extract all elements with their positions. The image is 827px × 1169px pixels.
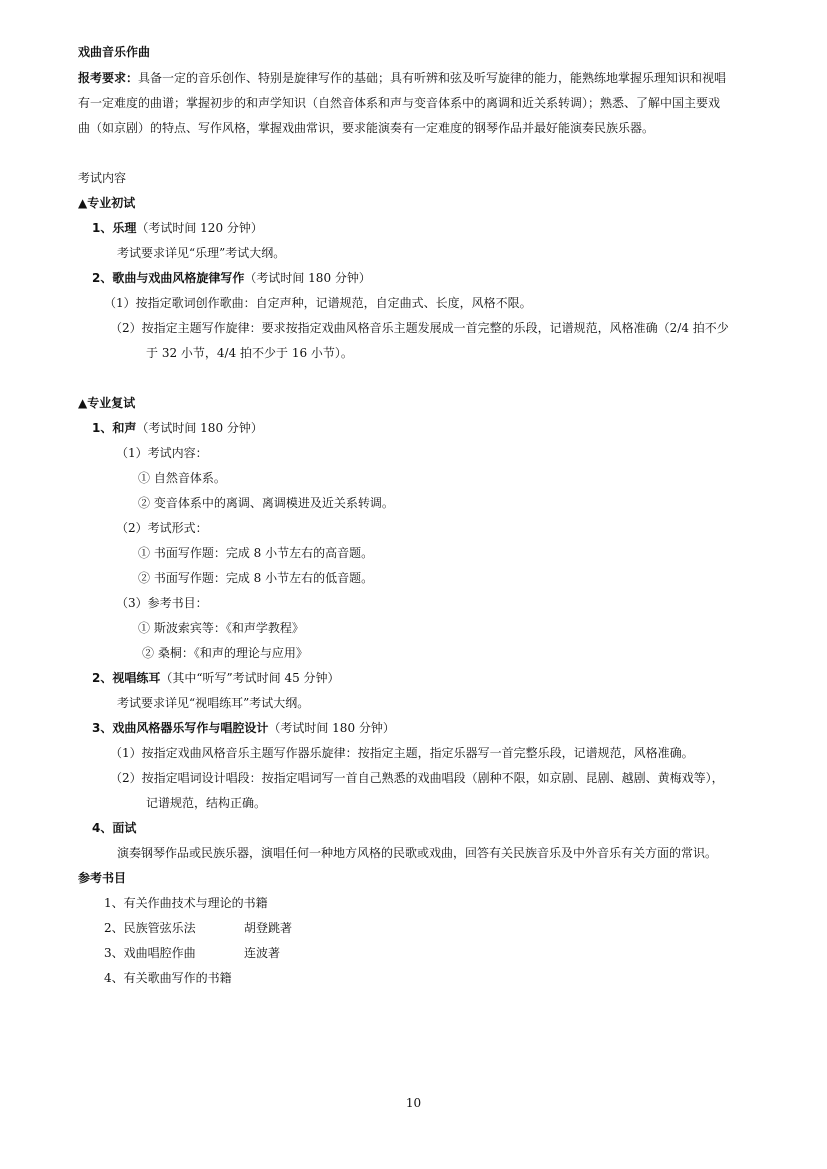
retest-item-2 <box>92 670 340 686</box>
retest-sub-2-a: ① 书面写作题：完成 8 小节左右的高音题。 <box>138 546 374 560</box>
preliminary-item-1 <box>92 220 263 236</box>
retest-sub-2-b: ② 书面写作题：完成 8 小节左右的低音题。 <box>138 571 374 585</box>
retest-item-1-time: （考试时间 180 分钟） <box>136 421 263 435</box>
retest-item-3 <box>92 720 395 736</box>
retest-sub-1-b: ② 变音体系中的离调、离调模进及近关系转调。 <box>138 496 394 510</box>
reference-item <box>104 895 268 911</box>
requirements-line-2: 有一定难度的曲谱；掌握初步的和声学知识（自然音体系和声与变音体系中的离调和近关系转调）；熟悉、了解中国主要戏 <box>78 96 721 110</box>
retest-sub-1-a: ① 自然音体系。 <box>138 471 226 485</box>
retest-sub-2: （2）考试形式： <box>116 521 208 535</box>
reference-author: 胡登跳著 <box>244 921 293 935</box>
reference-item <box>104 920 196 936</box>
preliminary-item-2-sub-1: （1）按指定歌词创作歌曲：自定声种，记谱规范，自定曲式、长度，风格不限。 <box>104 296 532 310</box>
retest-item-3-sub-1: （1）按指定戏曲风格音乐主题写作器乐旋律：按指定主题，指定乐器写一首完整乐段，记谱规范，风格准确。 <box>110 746 694 760</box>
retest-item-3-title: 3、戏曲风格器乐写作与唱腔设计 <box>92 721 269 735</box>
retest-item-2-title: 2、视唱练耳 <box>92 671 161 685</box>
reference-title: 1、有关作曲技术与理论的书籍 <box>104 896 268 910</box>
retest-item-4-title: 4、面试 <box>92 821 137 835</box>
retest-sub-1: （1）考试内容： <box>116 446 208 460</box>
requirements-text-1: 具备一定的音乐创作、特别是旋律写作的基础；具有听辨和弦及听写旋律的能力，能熟练地掌握乐理知识和视唱 <box>138 71 727 85</box>
retest-item-1 <box>92 420 263 436</box>
reference-title: 4、有关歌曲写作的书籍 <box>104 971 232 985</box>
requirements-line-3: 曲（如京剧）的特点、写作风格，掌握戏曲常识，要求能演奏有一定难度的钢琴作品并最好能演奏民族乐器。 <box>78 121 655 135</box>
page-number: 10 <box>405 1096 422 1110</box>
retest-item-2-desc: 考试要求详见“视唱练耳”考试大纲。 <box>117 696 310 710</box>
preliminary-item-2-sub-2-line-1: （2）按指定主题写作旋律：要求按指定戏曲风格音乐主题发展成一首完整的乐段，记谱规范，风格准确（2/4 拍不少 <box>110 321 729 335</box>
retest-item-2-time: （其中“听写”考试时间 45 分钟） <box>160 671 340 685</box>
page-title: 戏曲音乐作曲 <box>78 45 151 59</box>
retest-item-3-time: （考试时间 180 分钟） <box>268 721 395 735</box>
retest-heading: ▲专业复试 <box>78 396 136 410</box>
retest-sub-3-a: ① 斯波索宾等：《和声学教程》 <box>138 621 304 635</box>
reference-item <box>104 970 232 986</box>
preliminary-heading: ▲专业初试 <box>78 196 136 210</box>
reference-title: 2、民族管弦乐法 <box>104 921 196 935</box>
requirements-line-1 <box>78 70 726 86</box>
preliminary-item-2-title: 2、歌曲与戏曲风格旋律写作 <box>92 271 245 285</box>
preliminary-item-2-time: （考试时间 180 分钟） <box>244 271 371 285</box>
retest-sub-3-b: ② 桑桐：《和声的理论与应用》 <box>142 646 308 660</box>
preliminary-item-2 <box>92 270 371 286</box>
preliminary-item-2-sub-2-line-2: 于 32 小节，4/4 拍不少于 16 小节）。 <box>146 346 353 360</box>
references-heading: 参考书目 <box>78 871 127 885</box>
retest-sub-3: （3）参考书目： <box>116 596 208 610</box>
retest-item-3-sub-2-line-1: （2）按指定唱词设计唱段：按指定唱词写一首自己熟悉的戏曲唱段（剧种不限，如京剧、昆剧、越剧、黄梅戏等）， <box>110 771 724 785</box>
retest-item-3-sub-2-line-2: 记谱规范，结构正确。 <box>146 796 267 810</box>
preliminary-item-1-title: 1、乐理 <box>92 221 137 235</box>
exam-content-heading: 考试内容 <box>78 171 127 185</box>
retest-item-1-title: 1、和声 <box>92 421 137 435</box>
retest-item-4-desc: 演奏钢琴作品或民族乐器，演唱任何一种地方风格的民歌或戏曲，回答有关民族音乐及中外音乐有关方面的常识。 <box>117 846 718 860</box>
preliminary-item-1-desc: 考试要求详见“乐理”考试大纲。 <box>117 246 286 260</box>
reference-item <box>104 945 196 961</box>
reference-author: 连波著 <box>244 946 281 960</box>
preliminary-item-1-time: （考试时间 120 分钟） <box>136 221 263 235</box>
requirements-label: 报考要求： <box>78 71 139 85</box>
reference-title: 3、戏曲唱腔作曲 <box>104 946 196 960</box>
